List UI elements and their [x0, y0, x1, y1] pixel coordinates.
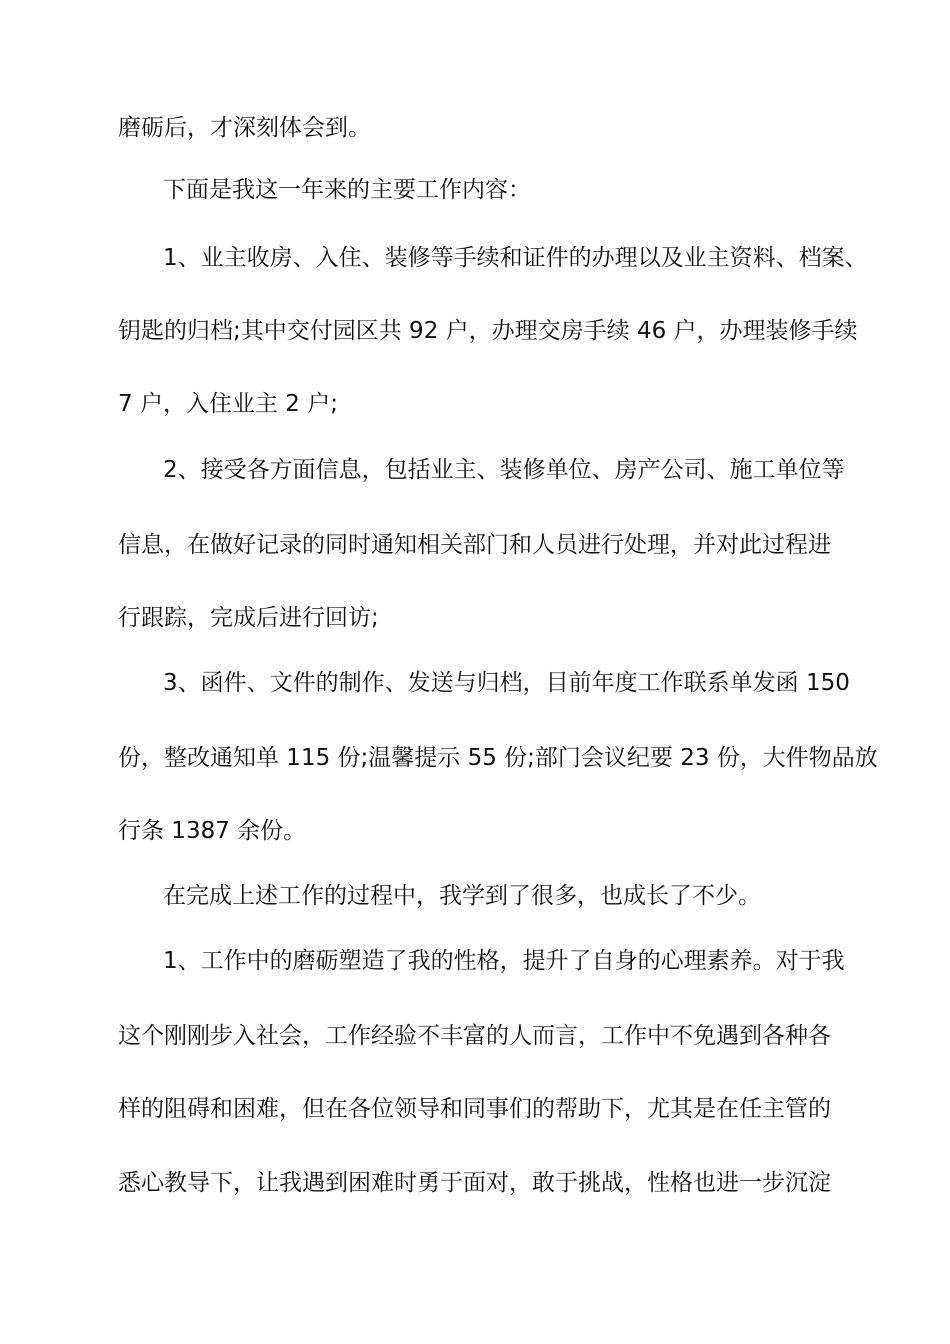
text-line: 2、接受各方面信息，包括业主、装修单位、房产公司、施工单位等 [163, 457, 845, 483]
text-line: 行条 1387 余份。 [118, 818, 307, 844]
text-line: 1、业主收房、入住、装修等手续和证件的办理以及业主资料、档案、 [163, 245, 868, 271]
text-line: 1、工作中的磨砺塑造了我的性格，提升了自身的心理素养。对于我 [163, 948, 845, 974]
text-line: 磨砺后，才深刻体会到。 [118, 115, 371, 141]
text-line: 3、函件、文件的制作、发送与归档，目前年度工作联系单发函 150 [163, 670, 850, 696]
text-line: 信息，在做好记录的同时通知相关部门和人员进行处理，并对此过程进 [118, 532, 831, 558]
text-line: 份，整改通知单 115 份;温馨提示 55 份;部门会议纪要 23 份，大件物品放 [118, 745, 878, 771]
text-line: 下面是我这一年来的主要工作内容： [163, 177, 531, 203]
text-line: 样的阻碍和困难，但在各位领导和同事们的帮助下，尤其是在任主管的 [118, 1096, 831, 1122]
text-line: 在完成上述工作的过程中，我学到了很多，也成长了不少。 [163, 883, 761, 909]
text-line: 这个刚刚步入社会，工作经验不丰富的人而言，工作中不免遇到各种各 [118, 1023, 831, 1049]
text-line: 钥匙的归档;其中交付园区共 92 户，办理交房手续 46 户，办理装修手续 [118, 318, 858, 344]
text-line: 行跟踪，完成后进行回访; [118, 605, 379, 631]
text-line: 7 户，入住业主 2 户; [118, 391, 338, 417]
text-line: 悉心教导下，让我遇到困难时勇于面对，敢于挑战，性格也进一步沉淀 [118, 1170, 831, 1196]
